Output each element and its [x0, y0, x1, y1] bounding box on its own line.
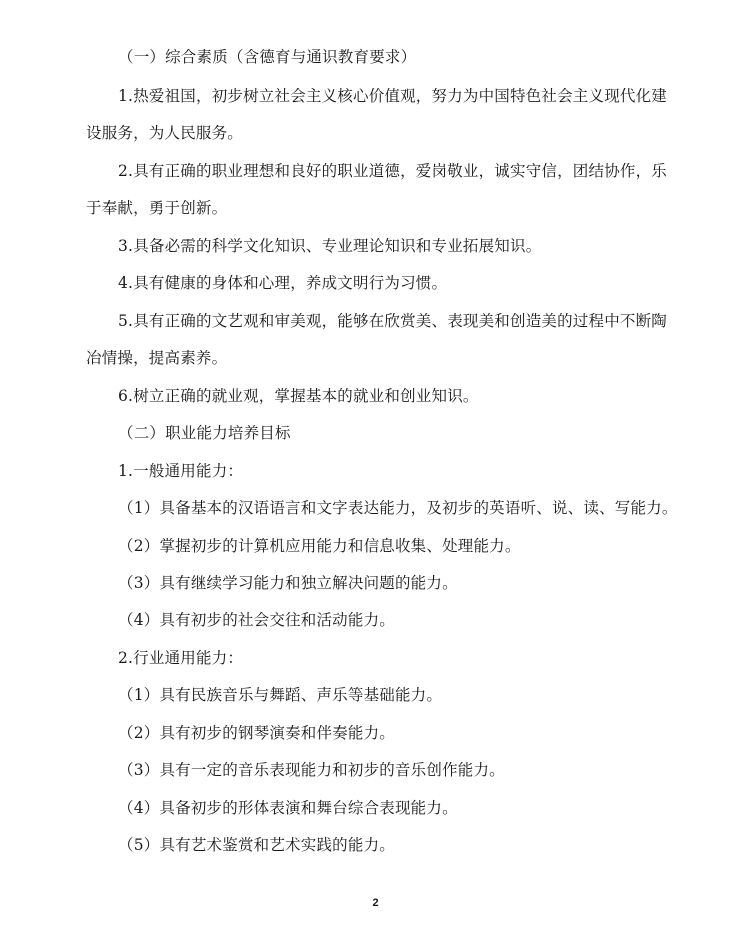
- item-4: 4.具有健康的身体和心理，养成文明行为习惯。: [118, 274, 448, 292]
- item-5-line-1: 5.具有正确的文艺观和审美观，能够在欣赏美、表现美和创造美的过程中不断陶: [118, 312, 667, 330]
- item-1-line-1: 1.热爱祖国，初步树立社会主义核心价值观，努力为中国特色社会主义现代化建: [118, 87, 667, 105]
- item-1-line-2: 设服务，为人民服务。: [86, 124, 244, 142]
- industry-ability-item-5: （5）具有艺术鉴赏和艺术实践的能力。: [118, 836, 395, 854]
- industry-ability-item-1: （1）具有民族音乐与舞蹈、声乐等基础能力。: [118, 686, 443, 704]
- general-ability-item-2: （2）掌握初步的计算机应用能力和信息收集、处理能力。: [118, 537, 521, 555]
- general-ability-title: 1.一般通用能力：: [118, 462, 244, 480]
- industry-ability-item-2: （2）具有初步的钢琴演奏和伴奏能力。: [118, 724, 395, 742]
- page-number: 2: [372, 897, 379, 909]
- item-3: 3.具备必需的科学文化知识、专业理论知识和专业拓展知识。: [118, 237, 542, 255]
- item-5-line-2: 冶情操，提高素养。: [86, 349, 228, 367]
- industry-ability-title: 2.行业通用能力：: [118, 649, 244, 667]
- section-heading-vocational: （二）职业能力培养目标: [118, 424, 291, 442]
- item-6: 6.树立正确的就业观，掌握基本的就业和创业知识。: [118, 387, 479, 405]
- item-2-line-1: 2.具有正确的职业理想和良好的职业道德，爱岗敬业，诚实守信，团结协作，乐: [118, 162, 667, 180]
- industry-ability-item-4: （4）具备初步的形体表演和舞台综合表现能力。: [118, 799, 458, 817]
- item-2-line-2: 于奉献，勇于创新。: [86, 199, 228, 217]
- general-ability-item-3: （3）具有继续学习能力和独立解决问题的能力。: [118, 574, 458, 592]
- general-ability-item-4: （4）具有初步的社会交往和活动能力。: [118, 611, 395, 629]
- industry-ability-item-3: （3）具有一定的音乐表现能力和初步的音乐创作能力。: [118, 761, 505, 779]
- general-ability-item-1: （1）具备基本的汉语语言和文字表达能力，及初步的英语听、说、读、写能力。: [118, 499, 678, 517]
- section-heading-comprehensive: （一）综合素质（含德育与通识教育要求）: [118, 48, 417, 66]
